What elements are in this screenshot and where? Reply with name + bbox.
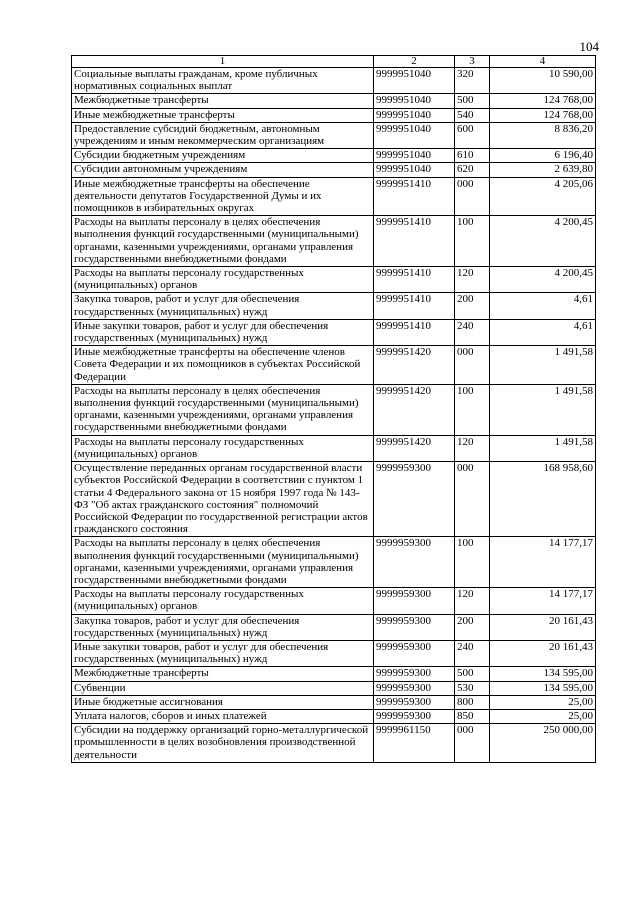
expense-group-code: 600	[455, 122, 490, 148]
target-item-code: 9999959300	[374, 667, 455, 681]
target-item-code: 9999951420	[374, 435, 455, 461]
column-header-1: 1	[72, 56, 374, 68]
target-item-code: 9999951040	[374, 108, 455, 122]
table-body	[72, 68, 596, 763]
target-item-code: 9999951040	[374, 68, 455, 94]
table-row	[72, 681, 596, 695]
target-item-code: 9999951410	[374, 319, 455, 345]
target-item-code: 9999959300	[374, 588, 455, 614]
amount-value: 20 161,43	[490, 614, 596, 640]
expense-group-code: 620	[455, 163, 490, 177]
target-item-code: 9999959300	[374, 537, 455, 588]
expense-group-code: 100	[455, 384, 490, 435]
row-description: Иные закупки товаров, работ и услуг для обеспечения государственных (муниципальных) нужд	[72, 319, 374, 345]
row-description: Закупка товаров, работ и услуг для обеспечения государственных (муниципальных) нужд	[72, 614, 374, 640]
target-item-code: 9999951040	[374, 163, 455, 177]
target-item-code: 9999959300	[374, 709, 455, 723]
amount-value: 134 595,00	[490, 681, 596, 695]
expense-group-code: 240	[455, 319, 490, 345]
target-item-code: 9999959300	[374, 614, 455, 640]
table-row	[72, 319, 596, 345]
target-item-code: 9999951040	[374, 149, 455, 163]
row-description: Расходы на выплаты персоналу в целях обеспечения выполнения функций государственными (муниципальными) органами, казенными учреждениями, органами управления государственными внебюджетными фондами	[72, 537, 374, 588]
target-item-code: 9999959300	[374, 640, 455, 666]
table-row	[72, 695, 596, 709]
column-header-3: 3	[455, 56, 490, 68]
amount-value: 1 491,58	[490, 435, 596, 461]
amount-value: 25,00	[490, 709, 596, 723]
row-description: Социальные выплаты гражданам, кроме публичных нормативных социальных выплат	[72, 68, 374, 94]
amount-value: 14 177,17	[490, 537, 596, 588]
expense-group-code: 320	[455, 68, 490, 94]
row-description: Субсидии на поддержку организаций горно-металлургической промышленности в целях возобновления производственной деятельности	[72, 724, 374, 763]
table-row	[72, 346, 596, 385]
table-row	[72, 384, 596, 435]
amount-value: 10 590,00	[490, 68, 596, 94]
expense-group-code: 120	[455, 267, 490, 293]
table-row	[72, 462, 596, 537]
row-description: Закупка товаров, работ и услуг для обеспечения государственных (муниципальных) нужд	[72, 293, 374, 319]
table-row	[72, 724, 596, 763]
amount-value: 250 000,00	[490, 724, 596, 763]
table-row	[72, 640, 596, 666]
expense-group-code: 200	[455, 614, 490, 640]
expense-group-code: 540	[455, 108, 490, 122]
column-header-2: 2	[374, 56, 455, 68]
table-row	[72, 667, 596, 681]
target-item-code: 9999951040	[374, 122, 455, 148]
expense-group-code: 800	[455, 695, 490, 709]
amount-value: 1 491,58	[490, 384, 596, 435]
amount-value: 6 196,40	[490, 149, 596, 163]
target-item-code: 9999951420	[374, 346, 455, 385]
row-description: Расходы на выплаты персоналу государственных (муниципальных) органов	[72, 435, 374, 461]
expense-group-code: 000	[455, 724, 490, 763]
amount-value: 4 205,06	[490, 177, 596, 216]
table-row	[72, 163, 596, 177]
amount-value: 4,61	[490, 319, 596, 345]
target-item-code: 9999951410	[374, 216, 455, 267]
row-description: Субвенции	[72, 681, 374, 695]
expense-group-code: 000	[455, 346, 490, 385]
table-row	[72, 216, 596, 267]
row-description: Межбюджетные трансферты	[72, 667, 374, 681]
amount-value: 2 639,80	[490, 163, 596, 177]
table-row	[72, 588, 596, 614]
table-row	[72, 435, 596, 461]
target-item-code: 9999951420	[374, 384, 455, 435]
table-row	[72, 293, 596, 319]
expense-group-code: 120	[455, 588, 490, 614]
table-row	[72, 149, 596, 163]
amount-value: 4,61	[490, 293, 596, 319]
amount-value: 124 768,00	[490, 108, 596, 122]
amount-value: 168 958,60	[490, 462, 596, 537]
expense-group-code: 100	[455, 537, 490, 588]
row-description: Иные межбюджетные трансферты на обеспечение деятельности депутатов Государственной Думы и их помощников в избирательных округах	[72, 177, 374, 216]
page-number: 104	[579, 39, 599, 54]
amount-value: 4 200,45	[490, 267, 596, 293]
target-item-code: 9999951040	[374, 94, 455, 108]
row-description: Субсидии автономным учреждениям	[72, 163, 374, 177]
row-description: Иные межбюджетные трансферты на обеспечение членов Совета Федерации и их помощников в субъектах Российской Федерации	[72, 346, 374, 385]
expense-group-code: 200	[455, 293, 490, 319]
row-description: Расходы на выплаты персоналу государственных (муниципальных) органов	[72, 588, 374, 614]
amount-value: 4 200,45	[490, 216, 596, 267]
expense-group-code: 000	[455, 462, 490, 537]
amount-value: 20 161,43	[490, 640, 596, 666]
table-header	[72, 56, 596, 68]
expense-group-code: 530	[455, 681, 490, 695]
expense-group-code: 240	[455, 640, 490, 666]
expense-group-code: 610	[455, 149, 490, 163]
target-item-code: 9999951410	[374, 293, 455, 319]
row-description: Осуществление переданных органам государственной власти субъектов Российской Федерации в соответствии с пунктом 1 статьи 4 Федерального закона от 15 ноября 1997 года № 143-ФЗ "Об актах гражданского состояния" полномочий Российской Федерации по государственной регистрации актов гражданского состояния	[72, 462, 374, 537]
table-row	[72, 709, 596, 723]
row-description: Межбюджетные трансферты	[72, 94, 374, 108]
row-description: Уплата налогов, сборов и иных платежей	[72, 709, 374, 723]
expense-group-code: 000	[455, 177, 490, 216]
target-item-code: 9999959300	[374, 695, 455, 709]
amount-value: 1 491,58	[490, 346, 596, 385]
column-header-4: 4	[490, 56, 596, 68]
row-description: Иные закупки товаров, работ и услуг для обеспечения государственных (муниципальных) нужд	[72, 640, 374, 666]
expense-group-code: 850	[455, 709, 490, 723]
amount-value: 134 595,00	[490, 667, 596, 681]
row-description: Субсидии бюджетным учреждениям	[72, 149, 374, 163]
row-description: Расходы на выплаты персоналу государственных (муниципальных) органов	[72, 267, 374, 293]
budget-table	[71, 55, 596, 763]
row-description: Предоставление субсидий бюджетным, автономным учреждениям и иным некоммерческим организациям	[72, 122, 374, 148]
table-row	[72, 267, 596, 293]
table-row	[72, 614, 596, 640]
amount-value: 124 768,00	[490, 94, 596, 108]
target-item-code: 9999951410	[374, 267, 455, 293]
row-description: Расходы на выплаты персоналу в целях обеспечения выполнения функций государственными (муниципальными) органами, казенными учреждениями, органами управления государственными внебюджетными фондами	[72, 384, 374, 435]
target-item-code: 9999959300	[374, 462, 455, 537]
expense-group-code: 120	[455, 435, 490, 461]
target-item-code: 9999961150	[374, 724, 455, 763]
row-description: Иные межбюджетные трансферты	[72, 108, 374, 122]
target-item-code: 9999959300	[374, 681, 455, 695]
row-description: Иные бюджетные ассигнования	[72, 695, 374, 709]
target-item-code: 9999951410	[374, 177, 455, 216]
expense-group-code: 100	[455, 216, 490, 267]
row-description: Расходы на выплаты персоналу в целях обеспечения выполнения функций государственными (муниципальными) органами, казенными учреждениями, органами управления государственными внебюджетными фондами	[72, 216, 374, 267]
expense-group-code: 500	[455, 667, 490, 681]
table-row	[72, 108, 596, 122]
amount-value: 14 177,17	[490, 588, 596, 614]
table-row	[72, 94, 596, 108]
table-row	[72, 177, 596, 216]
expense-group-code: 500	[455, 94, 490, 108]
amount-value: 8 836,20	[490, 122, 596, 148]
table-row	[72, 122, 596, 148]
table-row	[72, 68, 596, 94]
amount-value: 25,00	[490, 695, 596, 709]
table-row	[72, 537, 596, 588]
